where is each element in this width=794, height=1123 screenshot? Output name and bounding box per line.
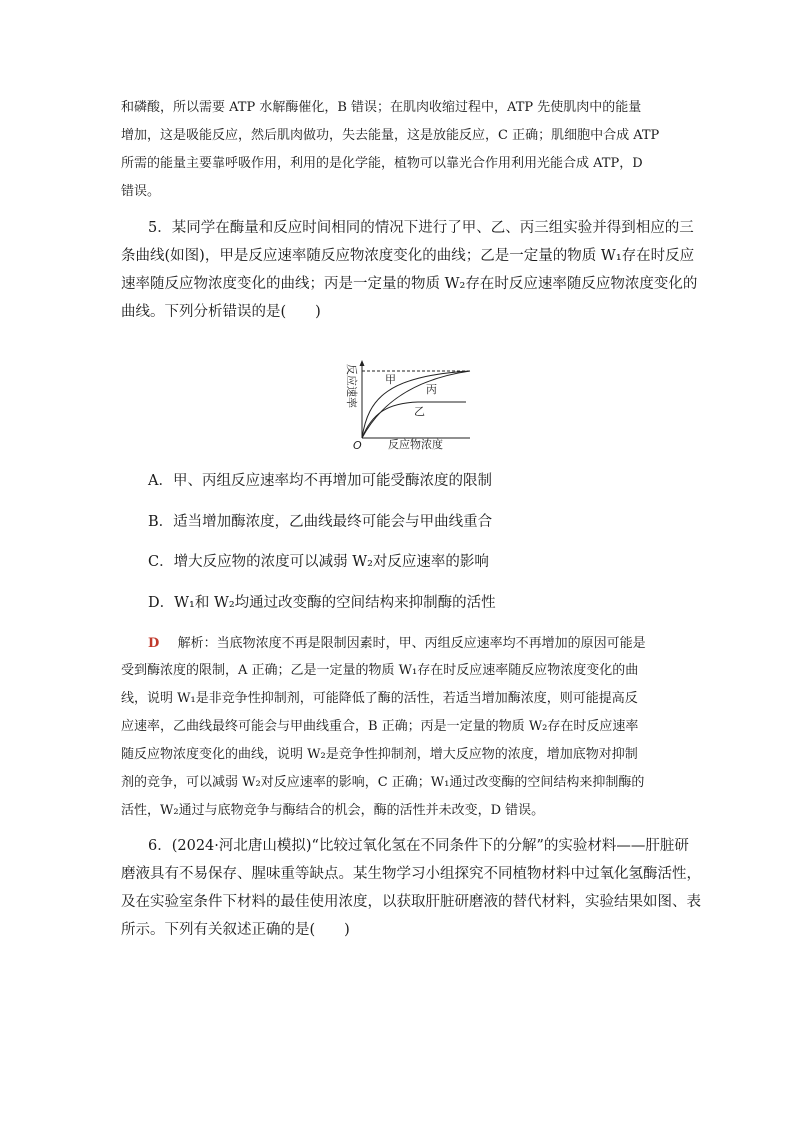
- text-line: 活性，W₂通过与底物竞争与酶结合的机会，酶的活性并未改变，D 错误。: [121, 803, 545, 818]
- text-line: 线，说明 W₁是非竞争性抑制剂，可能降低了酶的活性，若适当增加酶浓度，则可能提高反: [121, 691, 638, 706]
- curve-label-yi: 乙: [414, 405, 425, 418]
- text-line: 曲线。下列分析错误的是( ): [121, 304, 321, 320]
- origin-label: O: [353, 439, 362, 450]
- text-line: 错误。: [121, 184, 161, 199]
- curve-label-jia: 甲: [385, 373, 396, 386]
- text-line: 随反应物浓度变化的曲线，说明 W₂是竞争性抑制剂，增大反应物的浓度，增加底物对抑制: [121, 747, 638, 762]
- option-a: A．甲、丙组反应速率均不再增加可能受酶浓度的限制: [148, 473, 492, 489]
- text-line: 所示。下列有关叙述正确的是( ): [121, 922, 350, 938]
- option-c: C．增大反应物的浓度可以减弱 W₂对反应速率的影响: [148, 554, 489, 570]
- text-line: 及在实验室条件下材料的最佳使用浓度，以获取肝脏研磨液的替代材料，实验结果如图、表: [121, 894, 701, 910]
- y-axis-arrow: [360, 360, 365, 366]
- text-line: 磨液具有不易保存、腥味重等缺点。某生物学习小组探究不同植物材料中过氧化氢酶活性，: [121, 866, 701, 882]
- analysis-label: 解析：: [177, 636, 217, 651]
- text-line: 和磷酸，所以需要 ATP 水解酶催化，B 错误；在肌肉收缩过程中，ATP 先使肌肉中的能量: [121, 100, 642, 115]
- text-line: 条曲线(如图)，甲是反应速率随反应物浓度变化的曲线；乙是一定量的物质 W₁存在时反应: [121, 248, 695, 264]
- analysis-first-line: [148, 632, 646, 651]
- text-line: 速率随反应物浓度变化的曲线；丙是一定量的物质 W₂存在时反应速率随反应物浓度变化的: [121, 276, 698, 292]
- text-line: 受到酶浓度的限制，A 正确；乙是一定量的物质 W₁存在时反应速率随反应物浓度变化的曲: [121, 663, 639, 678]
- text-line: 增加，这是吸能反应，然后肌肉做功，失去能量，这是放能反应，C 正确；肌细胞中合成 ATP: [121, 128, 660, 143]
- text-line: 应速率，乙曲线最终可能会与甲曲线重合，B 正确；丙是一定量的物质 W₂存在时反应速率: [121, 719, 639, 734]
- text-line: 当底物浓度不再是限制因素时，甲、丙组反应速率均不再增加的原因可能是: [216, 636, 646, 651]
- option-b: B．适当增加酶浓度，乙曲线最终可能会与甲曲线重合: [148, 514, 493, 530]
- text-line: 5．某同学在酶量和反应时间相同的情况下进行了甲、乙、丙三组实验并得到相应的三: [148, 220, 694, 236]
- reaction-rate-figure: [338, 358, 478, 450]
- curve-label-bing: 丙: [426, 383, 437, 396]
- x-axis-label: 反应物浓度: [388, 438, 443, 450]
- text-line: 6．(2024·河北唐山模拟)“比较过氧化氢在不同条件下的分解”的实验材料——肝脏研: [148, 838, 689, 854]
- option-d: D．W₁和 W₂均通过改变酶的空间结构来抑制酶的活性: [148, 595, 496, 611]
- text-line: 所需的能量主要靠呼吸作用，利用的是化学能，植物可以靠光合作用利用光能合成 ATP，D: [121, 156, 643, 171]
- text-line: 剂的竞争，可以减弱 W₂对反应速率的影响，C 正确；W₁通过改变酶的空间结构来抑制酶的: [121, 775, 645, 790]
- y-axis-label: 反应速率: [345, 364, 358, 408]
- answer-letter: D: [148, 636, 160, 651]
